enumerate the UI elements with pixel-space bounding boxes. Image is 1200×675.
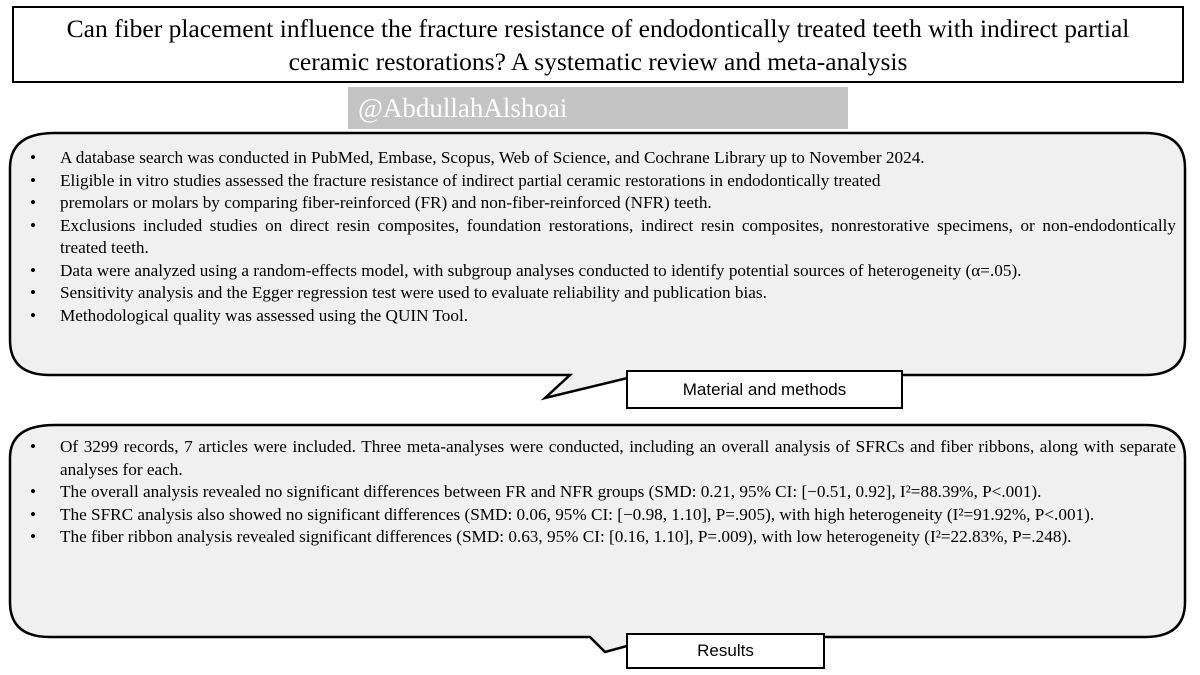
list-item: • Sensitivity analysis and the Egger regression test were used to evaluate reliability and publication bias. xyxy=(14,282,1176,305)
list-item: • The overall analysis revealed no significant differences between FR and NFR groups (SMD: 0.21, 95% CI: [−0.51, 0.92], I²=88.39%, P<.001). xyxy=(14,481,1176,504)
results-label: Results xyxy=(626,633,825,669)
list-item: • Eligible in vitro studies assessed the fracture resistance of indirect partial ceramic restorations in endodontically treated xyxy=(14,170,1176,193)
list-item: • premolars or molars by comparing fiber-reinforced (FR) and non-fiber-reinforced (NFR) teeth. xyxy=(14,192,1176,215)
methods-list xyxy=(14,147,1176,327)
list-item: • The SFRC analysis also showed no significant differences (SMD: 0.06, 95% CI: [−0.98, 1.10], P=.905), with high heterogeneity (I²=91.92%, P<.001). xyxy=(14,504,1176,527)
list-item: • Methodological quality was assessed using the QUIN Tool. xyxy=(14,305,1176,328)
results-list xyxy=(14,436,1176,549)
list-item: • The fiber ribbon analysis revealed significant differences (SMD: 0.63, 95% CI: [0.16, 1.10], P=.009), with low heterogeneity (I²=22.83%, P=.248). xyxy=(14,526,1176,549)
list-item: • Exclusions included studies on direct resin composites, foundation restorations, indirect resin composites, nonrestorative specimens, or non-endodontically treated teeth. xyxy=(14,215,1176,260)
list-item: • A database search was conducted in PubMed, Embase, Scopus, Web of Science, and Cochrane Library up to November 2024. xyxy=(14,147,1176,170)
watermark-handle: @AbdullahAlshoai xyxy=(348,87,848,129)
page-title: Can fiber placement influence the fracture resistance of endodontically treated teeth with indirect partial ceramic restorations? A systematic review and meta-analysis xyxy=(12,6,1184,83)
methods-label: Material and methods xyxy=(626,370,903,409)
list-item: • Data were analyzed using a random-effects model, with subgroup analyses conducted to identify potential sources of heterogeneity (α=.05). xyxy=(14,260,1176,283)
list-item: • Of 3299 records, 7 articles were included. Three meta-analyses were conducted, including an overall analysis of SFRCs and fiber ribbons, along with separate analyses for each. xyxy=(14,436,1176,481)
